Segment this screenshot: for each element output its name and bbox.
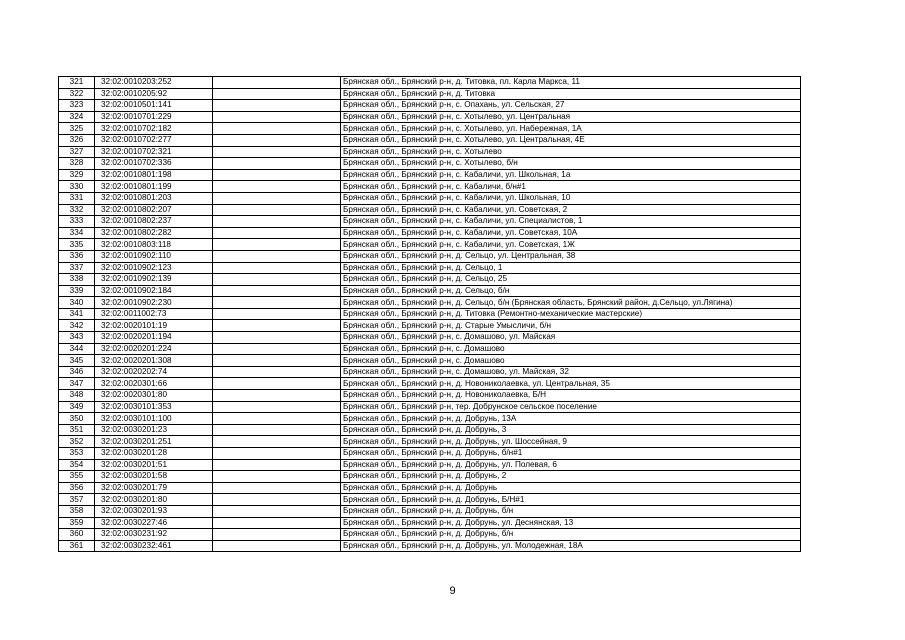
empty-cell: [213, 308, 341, 320]
cadastral-number-cell: 32:02:0010501:141: [95, 100, 213, 112]
table-row: [59, 262, 801, 274]
row-number-cell: 348: [59, 390, 95, 402]
address-cell: Брянская обл., Брянский р-н, с. Кабаличи, ул. Советская, 2: [341, 204, 801, 216]
cadastral-number-cell: 32:02:0030101:353: [95, 401, 213, 413]
empty-cell: [213, 192, 341, 204]
row-number-cell: 354: [59, 459, 95, 471]
table-row: [59, 123, 801, 135]
empty-cell: [213, 471, 341, 483]
empty-cell: [213, 146, 341, 158]
empty-cell: [213, 413, 341, 425]
cadastral-number-cell: 32:02:0030232:461: [95, 540, 213, 552]
table-row: [59, 77, 801, 89]
address-cell: Брянская обл., Брянский р-н, д. Добрунь, 2: [341, 471, 801, 483]
empty-cell: [213, 401, 341, 413]
row-number-cell: 343: [59, 332, 95, 344]
table-row: [59, 308, 801, 320]
empty-cell: [213, 77, 341, 89]
address-cell: Брянская обл., Брянский р-н, с. Кабаличи, ул. Школьная, 10: [341, 192, 801, 204]
table-row: [59, 482, 801, 494]
cadastral-number-cell: 32:02:0011002:73: [95, 308, 213, 320]
address-cell: Брянская обл., Брянский р-н, д. Сельцо, 25: [341, 274, 801, 286]
empty-cell: [213, 448, 341, 460]
empty-cell: [213, 227, 341, 239]
table-row: [59, 424, 801, 436]
address-cell: Брянская обл., Брянский р-н, с. Кабаличи, ул. Советская, 1Ж: [341, 239, 801, 251]
row-number-cell: 361: [59, 540, 95, 552]
cadastral-number-cell: 32:02:0010802:237: [95, 216, 213, 228]
row-number-cell: 359: [59, 517, 95, 529]
empty-cell: [213, 181, 341, 193]
row-number-cell: 339: [59, 285, 95, 297]
empty-cell: [213, 540, 341, 552]
cadastral-number-cell: 32:02:0010701:229: [95, 111, 213, 123]
empty-cell: [213, 529, 341, 541]
empty-cell: [213, 332, 341, 344]
table-row: [59, 250, 801, 262]
table-row: [59, 401, 801, 413]
empty-cell: [213, 378, 341, 390]
row-number-cell: 334: [59, 227, 95, 239]
table-row: [59, 111, 801, 123]
address-cell: Брянская обл., Брянский р-н, д. Добрунь, ул. Шоссейная, 9: [341, 436, 801, 448]
empty-cell: [213, 204, 341, 216]
address-cell: Брянская обл., Брянский р-н, д. Добрунь, ул. Деснянская, 13: [341, 517, 801, 529]
address-cell: Брянская обл., Брянский р-н, с. Домашово, ул. Майская: [341, 332, 801, 344]
empty-cell: [213, 355, 341, 367]
table-row: [59, 471, 801, 483]
empty-cell: [213, 494, 341, 506]
address-cell: Брянская обл., Брянский р-н, с. Хотылево, ул. Набережная, 1А: [341, 123, 801, 135]
address-cell: Брянская обл., Брянский р-н, с. Кабаличи, б/н#1: [341, 181, 801, 193]
cadastral-number-cell: 32:02:0030101:100: [95, 413, 213, 425]
address-cell: Брянская обл., Брянский р-н, тер. Добрунское сельское поселение: [341, 401, 801, 413]
empty-cell: [213, 123, 341, 135]
empty-cell: [213, 366, 341, 378]
table-row: [59, 378, 801, 390]
table-row: [59, 529, 801, 541]
address-cell: Брянская обл., Брянский р-н, с. Хотылево, ул. Центральная: [341, 111, 801, 123]
address-cell: Брянская обл., Брянский р-н, д. Добрунь, ул. Молодежная, 18А: [341, 540, 801, 552]
cadastral-number-cell: 32:02:0010902:184: [95, 285, 213, 297]
row-number-cell: 342: [59, 320, 95, 332]
cadastral-number-cell: 32:02:0030201:79: [95, 482, 213, 494]
row-number-cell: 352: [59, 436, 95, 448]
address-cell: Брянская обл., Брянский р-н, д. Сельцо, б/н (Брянская область, Брянский район, д.Сельцо, ул.Лягина): [341, 297, 801, 309]
row-number-cell: 356: [59, 482, 95, 494]
empty-cell: [213, 343, 341, 355]
table-row: [59, 448, 801, 460]
empty-cell: [213, 158, 341, 170]
cadastral-number-cell: 32:02:0010801:198: [95, 169, 213, 181]
row-number-cell: 321: [59, 77, 95, 89]
table-row: [59, 297, 801, 309]
address-cell: Брянская обл., Брянский р-н, с. Домашово: [341, 355, 801, 367]
empty-cell: [213, 262, 341, 274]
row-number-cell: 351: [59, 424, 95, 436]
row-number-cell: 358: [59, 505, 95, 517]
table-row: [59, 459, 801, 471]
cadastral-number-cell: 32:02:0020301:66: [95, 378, 213, 390]
empty-cell: [213, 320, 341, 332]
table-row: [59, 494, 801, 506]
row-number-cell: 323: [59, 100, 95, 112]
table-row: [59, 343, 801, 355]
cadastral-number-cell: 32:02:0030201:251: [95, 436, 213, 448]
address-cell: Брянская обл., Брянский р-н, с. Опахань, ул. Сельская, 27: [341, 100, 801, 112]
table-row: [59, 239, 801, 251]
address-cell: Брянская обл., Брянский р-н, д. Новониколаевка, Б/Н: [341, 390, 801, 402]
cadastral-number-cell: 32:02:0020202:74: [95, 366, 213, 378]
address-cell: Брянская обл., Брянский р-н, д. Добрунь, Б/Н#1: [341, 494, 801, 506]
cadastral-number-cell: 32:02:0010803:118: [95, 239, 213, 251]
row-number-cell: 350: [59, 413, 95, 425]
row-number-cell: 331: [59, 192, 95, 204]
cadastral-number-cell: 32:02:0010802:207: [95, 204, 213, 216]
address-cell: Брянская обл., Брянский р-н, д. Новониколаевка, ул. Центральная, 35: [341, 378, 801, 390]
cadastral-number-cell: 32:02:0010801:203: [95, 192, 213, 204]
address-cell: Брянская обл., Брянский р-н, д. Сельцо, ул. Центральная, 38: [341, 250, 801, 262]
table-row: [59, 216, 801, 228]
cadastral-number-cell: 32:02:0020201:308: [95, 355, 213, 367]
table-row: [59, 366, 801, 378]
row-number-cell: 329: [59, 169, 95, 181]
cadastral-number-cell: 32:02:0010902:123: [95, 262, 213, 274]
cadastral-number-cell: 32:02:0030227:46: [95, 517, 213, 529]
cadastral-number-cell: 32:02:0030201:28: [95, 448, 213, 460]
cadastral-number-cell: 32:02:0010902:110: [95, 250, 213, 262]
cadastral-number-cell: 32:02:0010902:230: [95, 297, 213, 309]
row-number-cell: 345: [59, 355, 95, 367]
table-row: [59, 88, 801, 100]
row-number-cell: 327: [59, 146, 95, 158]
row-number-cell: 328: [59, 158, 95, 170]
row-number-cell: 326: [59, 134, 95, 146]
table-row: [59, 355, 801, 367]
table-row: [59, 436, 801, 448]
address-cell: Брянская обл., Брянский р-н, с. Кабаличи, ул. Специалистов, 1: [341, 216, 801, 228]
table-row: [59, 100, 801, 112]
address-cell: Брянская обл., Брянский р-н, с. Домашово: [341, 343, 801, 355]
empty-cell: [213, 459, 341, 471]
empty-cell: [213, 274, 341, 286]
row-number-cell: 330: [59, 181, 95, 193]
cadastral-number-cell: 32:02:0010203:252: [95, 77, 213, 89]
row-number-cell: 355: [59, 471, 95, 483]
cadastral-number-cell: 32:02:0010702:321: [95, 146, 213, 158]
address-cell: Брянская обл., Брянский р-н, с. Хотылево: [341, 146, 801, 158]
address-cell: Брянская обл., Брянский р-н, с. Кабаличи, ул. Советская, 10А: [341, 227, 801, 239]
address-cell: Брянская обл., Брянский р-н, д. Добрунь, б/н: [341, 529, 801, 541]
table-row: [59, 413, 801, 425]
cadastral-number-cell: 32:02:0010205:92: [95, 88, 213, 100]
row-number-cell: 340: [59, 297, 95, 309]
empty-cell: [213, 134, 341, 146]
empty-cell: [213, 216, 341, 228]
row-number-cell: 338: [59, 274, 95, 286]
address-cell: Брянская обл., Брянский р-н, с. Хотылево, ул. Центральная, 4Е: [341, 134, 801, 146]
cadastral-number-cell: 32:02:0020201:194: [95, 332, 213, 344]
row-number-cell: 341: [59, 308, 95, 320]
table-row: [59, 285, 801, 297]
address-cell: Брянская обл., Брянский р-н, д. Старые Умысличи, б/н: [341, 320, 801, 332]
address-cell: Брянская обл., Брянский р-н, с. Хотылево, б/н: [341, 158, 801, 170]
address-cell: Брянская обл., Брянский р-н, д. Сельцо, 1: [341, 262, 801, 274]
empty-cell: [213, 111, 341, 123]
table-row: [59, 274, 801, 286]
cadastral-number-cell: 32:02:0010702:336: [95, 158, 213, 170]
empty-cell: [213, 239, 341, 251]
table-row: [59, 390, 801, 402]
row-number-cell: 322: [59, 88, 95, 100]
address-cell: Брянская обл., Брянский р-н, д. Добрунь, б/н: [341, 505, 801, 517]
table-row: [59, 158, 801, 170]
empty-cell: [213, 517, 341, 529]
row-number-cell: 357: [59, 494, 95, 506]
empty-cell: [213, 250, 341, 262]
row-number-cell: 337: [59, 262, 95, 274]
row-number-cell: 353: [59, 448, 95, 460]
cadastral-number-cell: 32:02:0030201:58: [95, 471, 213, 483]
cadastral-number-cell: 32:02:0030201:80: [95, 494, 213, 506]
cadastral-number-cell: 32:02:0020301:80: [95, 390, 213, 402]
cadastral-number-cell: 32:02:0010702:277: [95, 134, 213, 146]
empty-cell: [213, 436, 341, 448]
empty-cell: [213, 424, 341, 436]
row-number-cell: 324: [59, 111, 95, 123]
empty-cell: [213, 482, 341, 494]
empty-cell: [213, 390, 341, 402]
cadastral-number-cell: 32:02:0010702:182: [95, 123, 213, 135]
empty-cell: [213, 297, 341, 309]
address-cell: Брянская обл., Брянский р-н, с. Домашово, ул. Майская, 32: [341, 366, 801, 378]
page-number: 9: [449, 585, 456, 597]
table-row: [59, 540, 801, 552]
cadastral-number-cell: 32:02:0030201:23: [95, 424, 213, 436]
cadastral-number-cell: 32:02:0020101:19: [95, 320, 213, 332]
address-cell: Брянская обл., Брянский р-н, с. Кабаличи, ул. Школьная, 1а: [341, 169, 801, 181]
cadastral-number-cell: 32:02:0030231:92: [95, 529, 213, 541]
registry-table: [58, 76, 801, 552]
empty-cell: [213, 88, 341, 100]
table-row: [59, 332, 801, 344]
table-row: [59, 227, 801, 239]
cadastral-number-cell: 32:02:0020201:224: [95, 343, 213, 355]
address-cell: Брянская обл., Брянский р-н, д. Добрунь, 3: [341, 424, 801, 436]
cadastral-number-cell: 32:02:0030201:51: [95, 459, 213, 471]
row-number-cell: 332: [59, 204, 95, 216]
row-number-cell: 344: [59, 343, 95, 355]
table-row: [59, 134, 801, 146]
row-number-cell: 347: [59, 378, 95, 390]
address-cell: Брянская обл., Брянский р-н, д. Титовка: [341, 88, 801, 100]
empty-cell: [213, 285, 341, 297]
table-row: [59, 204, 801, 216]
address-cell: Брянская обл., Брянский р-н, д. Добрунь: [341, 482, 801, 494]
table-row: [59, 181, 801, 193]
table-row: [59, 169, 801, 181]
cadastral-number-cell: 32:02:0010802:282: [95, 227, 213, 239]
row-number-cell: 346: [59, 366, 95, 378]
empty-cell: [213, 100, 341, 112]
table-row: [59, 192, 801, 204]
row-number-cell: 335: [59, 239, 95, 251]
row-number-cell: 333: [59, 216, 95, 228]
row-number-cell: 325: [59, 123, 95, 135]
address-cell: Брянская обл., Брянский р-н, д. Титовка (Ремонтно-механические мастерские): [341, 308, 801, 320]
table-body: [59, 77, 801, 552]
row-number-cell: 360: [59, 529, 95, 541]
table-row: [59, 320, 801, 332]
address-cell: Брянская обл., Брянский р-н, д. Добрунь, б/н#1: [341, 448, 801, 460]
row-number-cell: 336: [59, 250, 95, 262]
address-cell: Брянская обл., Брянский р-н, д. Сельцо, б/н: [341, 285, 801, 297]
table-row: [59, 146, 801, 158]
empty-cell: [213, 169, 341, 181]
address-cell: Брянская обл., Брянский р-н, д. Добрунь, ул. Полевая, 6: [341, 459, 801, 471]
address-cell: Брянская обл., Брянский р-н, д. Титовка, пл. Карла Маркса, 11: [341, 77, 801, 89]
table-row: [59, 505, 801, 517]
table-row: [59, 517, 801, 529]
cadastral-number-cell: 32:02:0010801:199: [95, 181, 213, 193]
empty-cell: [213, 505, 341, 517]
row-number-cell: 349: [59, 401, 95, 413]
address-cell: Брянская обл., Брянский р-н, д. Добрунь, 13А: [341, 413, 801, 425]
cadastral-number-cell: 32:02:0010902:139: [95, 274, 213, 286]
cadastral-number-cell: 32:02:0030201:93: [95, 505, 213, 517]
